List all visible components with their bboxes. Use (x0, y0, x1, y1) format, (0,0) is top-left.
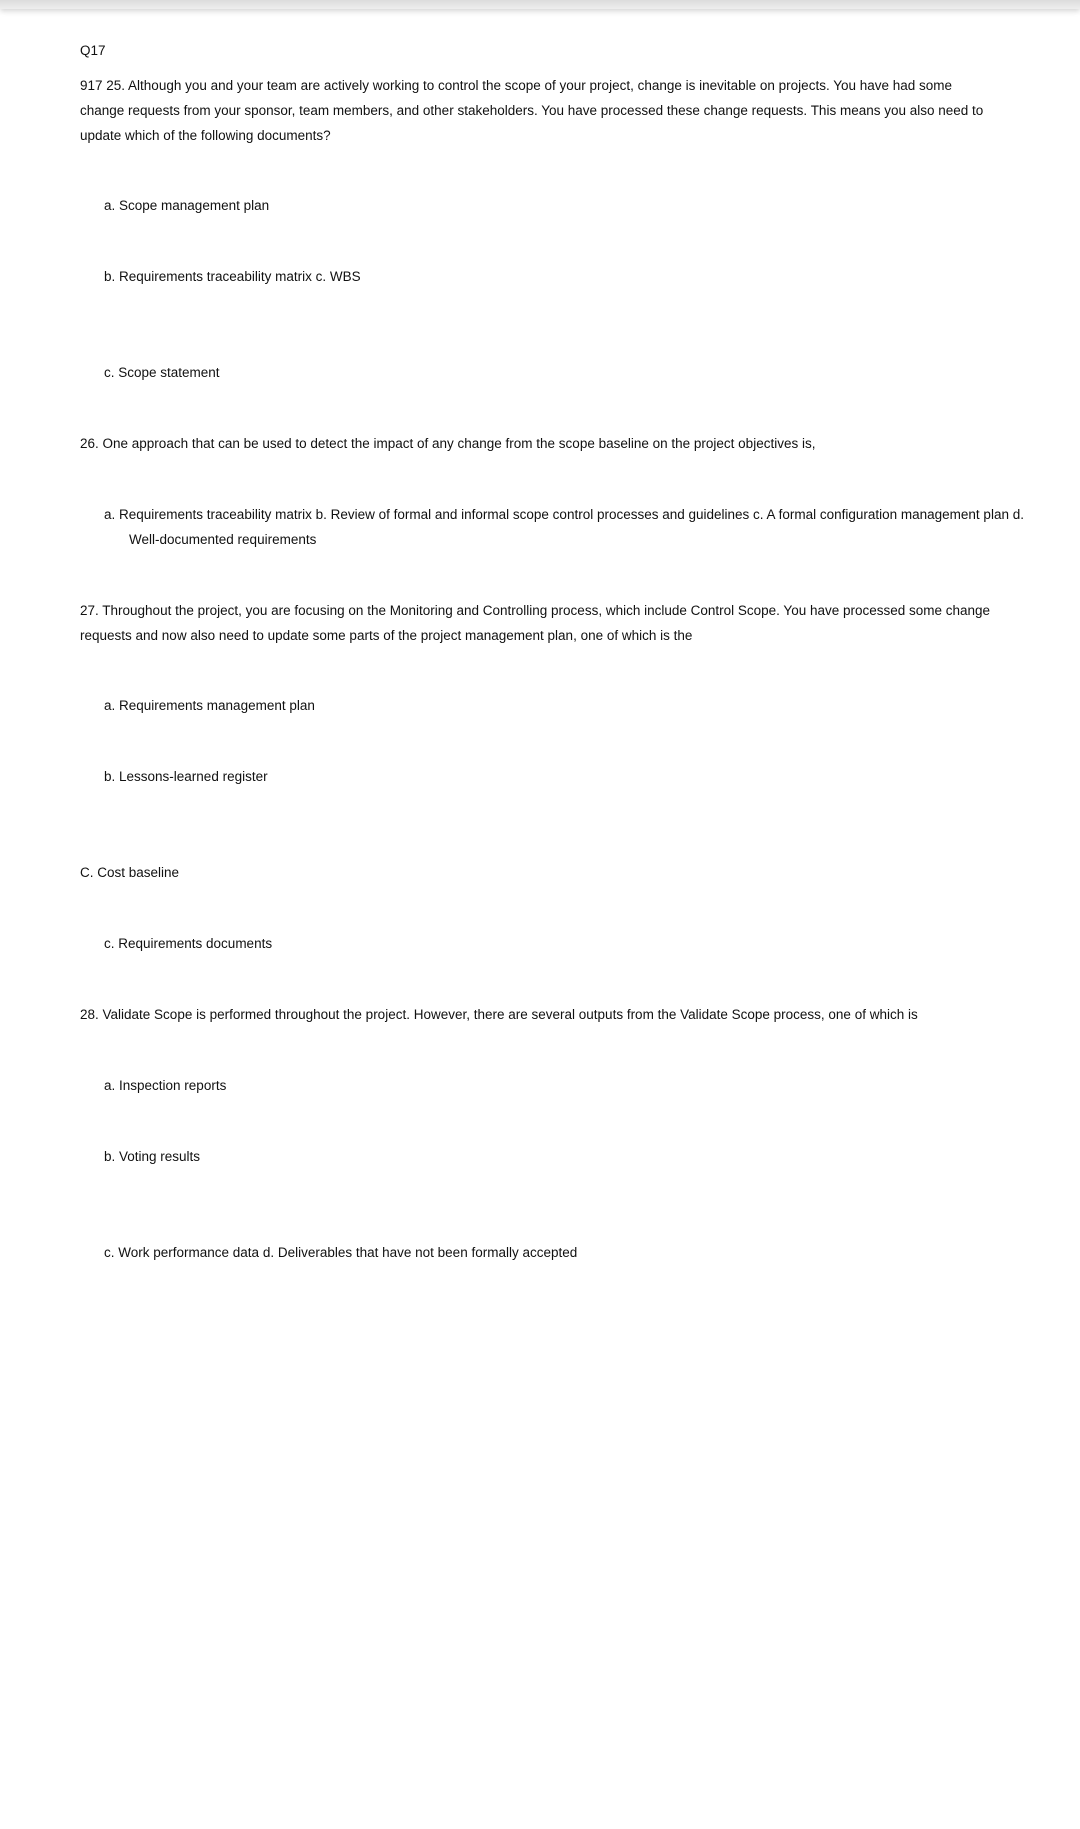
q25-option-a: a. Scope management plan (104, 198, 270, 213)
q26-options: a. Requirements traceability matrix b. Review of formal and informal scope control processes and guidelines c. A formal configuration management plan d. Well-documented requirements (104, 507, 1024, 547)
question-label: Q17 (80, 43, 106, 58)
question-28-text: 28. Validate Scope is performed throughout the project. However, there are several outputs from the Validate Scope process, one of which is (80, 1007, 918, 1022)
q27-option-b: b. Lessons-learned register (104, 769, 268, 784)
q25-option-c: c. Scope statement (104, 365, 220, 380)
q27-option-a: a. Requirements management plan (104, 698, 315, 713)
q28-option-a: a. Inspection reports (104, 1078, 227, 1093)
q25-option-b: b. Requirements traceability matrix c. WBS (104, 269, 361, 284)
question-27-text: 27. Throughout the project, you are focusing on the Monitoring and Controlling process, which include Control Scope. You have processed some change requests and now also need to update some parts of the project management plan, one of which is the (80, 603, 991, 643)
q27-option-c: c. Requirements documents (104, 936, 273, 951)
q27-option-c-upper: C. Cost baseline (80, 865, 180, 880)
question-25-text: 917 25. Although you and your team are actively working to control the scope of your project, change is inevitable on projects. You have had some change requests from your sponsor, team members, and other stakeholders. You have processed these change requests. This means you also need to update which of the following documents? (80, 78, 984, 143)
q28-option-c: c. Work performance data d. Deliverables that have not been formally accepted (104, 1245, 578, 1260)
question-26-text: 26. One approach that can be used to detect the impact of any change from the scope baseline on the project objectives is, (80, 436, 816, 451)
q28-option-b: b. Voting results (104, 1149, 201, 1164)
